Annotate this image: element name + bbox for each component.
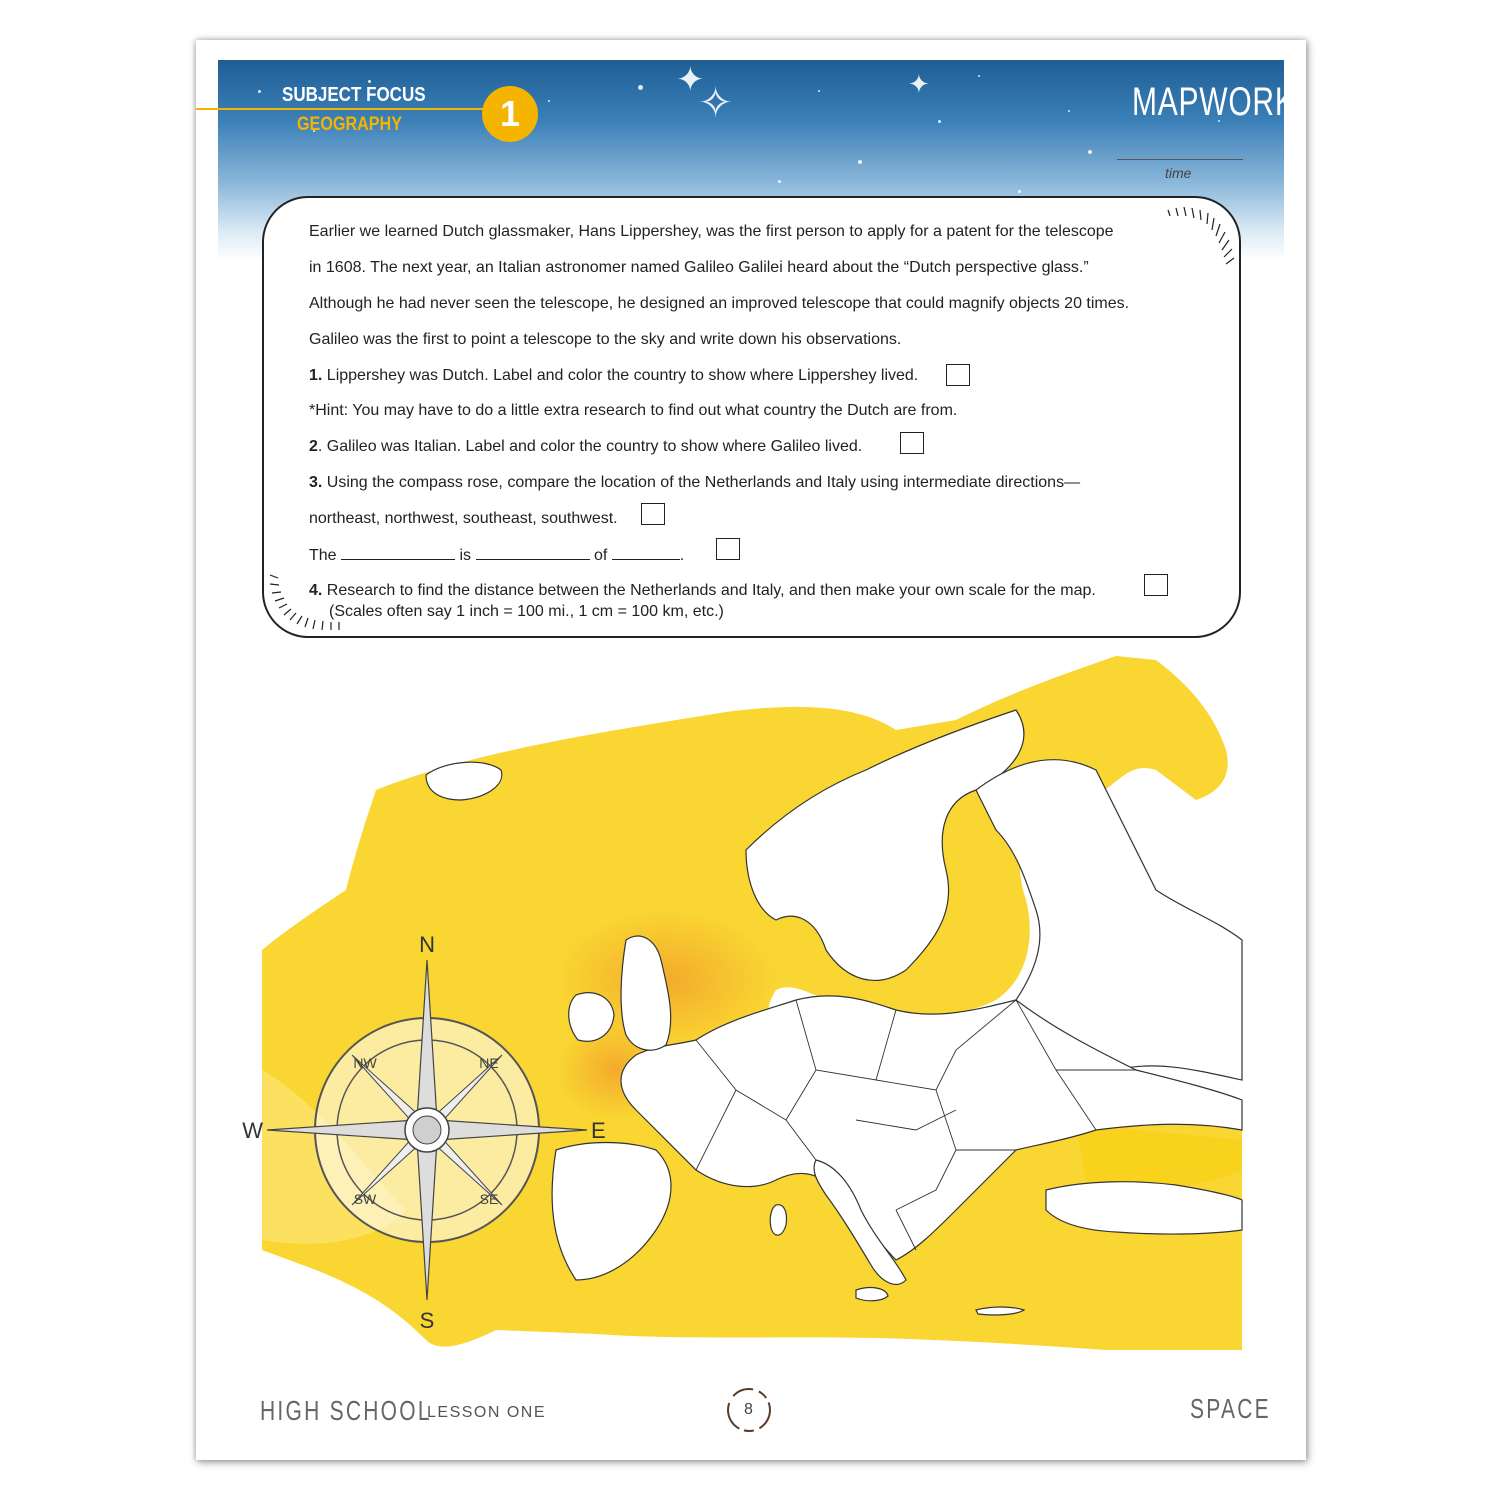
question-4-text: Research to find the distance between the Netherlands and Italy, and then make your own scale for the map. — [322, 582, 1096, 599]
fill-in-checkbox[interactable] — [716, 538, 740, 560]
question-3-checkbox[interactable] — [641, 503, 665, 525]
sparkle-icon: ✦ — [676, 60, 705, 100]
fill-in-sentence — [309, 545, 684, 565]
question-4-checkbox[interactable] — [1144, 574, 1168, 596]
sparkle-icon: ✦ — [908, 70, 930, 100]
question-4 — [309, 582, 1096, 600]
question-1 — [309, 367, 918, 385]
compass-west: W — [242, 1118, 263, 1143]
compass-se: SE — [479, 1191, 499, 1207]
footer-topic: SPACE — [1190, 1393, 1271, 1424]
question-3-text: Using the compass rose, compare the location of the Netherlands and Italy using intermediate directions— — [322, 474, 1081, 491]
compass-south: S — [419, 1308, 435, 1333]
subject-name: GEOGRAPHY — [297, 114, 403, 135]
footer-level: HIGH SCHOOL — [260, 1395, 432, 1426]
fill-blank-3[interactable] — [612, 545, 680, 560]
compass-sw: SW — [353, 1191, 377, 1207]
question-1-text: Lippershey was Dutch. Label and color the country to show where Lippershey lived. — [322, 367, 919, 384]
time-label: time — [1165, 165, 1192, 181]
question-2-checkbox[interactable] — [900, 432, 924, 454]
compass-east: E — [591, 1118, 606, 1143]
fill-period: . — [679, 547, 685, 564]
intro-line-4: Galileo was the first to point a telescope to the sky and write down his observations. — [309, 331, 902, 348]
question-1-checkbox[interactable] — [946, 364, 970, 386]
question-4-number: 4. — [309, 582, 323, 599]
subject-focus-label: SUBJECT FOCUS — [282, 84, 426, 106]
intro-line-1: Earlier we learned Dutch glassmaker, Hans Lippershey, was the first person to apply for a patent for the telescope — [309, 223, 1114, 240]
question-1-number: 1. — [309, 367, 323, 384]
question-3 — [309, 474, 1080, 492]
fill-blank-2[interactable] — [476, 545, 590, 560]
intro-line-3: Although he had never seen the telescope, he designed an improved telescope that could magnify objects 20 times. — [309, 295, 1130, 312]
europe-map — [242, 650, 1246, 1350]
page-number: 8 — [744, 1401, 753, 1418]
fill-blank-1[interactable] — [341, 545, 455, 560]
fill-is: is — [459, 547, 472, 564]
question-3-line-2: northeast, northwest, southeast, southwest. — [309, 510, 618, 527]
lesson-badge: 1 — [482, 86, 538, 142]
section-title: MAPWORK — [1132, 80, 1296, 124]
sparkle-icon: ✧ — [698, 78, 734, 127]
compass-ne: NE — [479, 1055, 499, 1071]
footer-lesson: LESSON ONE — [427, 1404, 547, 1421]
question-2-number: 2 — [309, 438, 318, 455]
question-3-number: 3. — [309, 474, 323, 491]
intro-line-2: in 1608. The next year, an Italian astronomer named Galileo Galilei heard about the “Dutch perspective glass.” — [309, 259, 1089, 276]
question-2-text: . Galileo was Italian. Label and color the country to show where Galileo lived. — [317, 438, 863, 455]
hint-text: *Hint: You may have to do a little extra research to find out what country the Dutch are from. — [309, 402, 958, 419]
question-2 — [309, 438, 862, 456]
compass-north: N — [419, 932, 435, 957]
fill-the: The — [309, 547, 337, 564]
fill-of: of — [593, 547, 608, 564]
question-4-line-2: (Scales often say 1 inch = 100 mi., 1 cm = 100 km, etc.) — [329, 603, 724, 620]
compass-nw: NW — [353, 1055, 377, 1071]
